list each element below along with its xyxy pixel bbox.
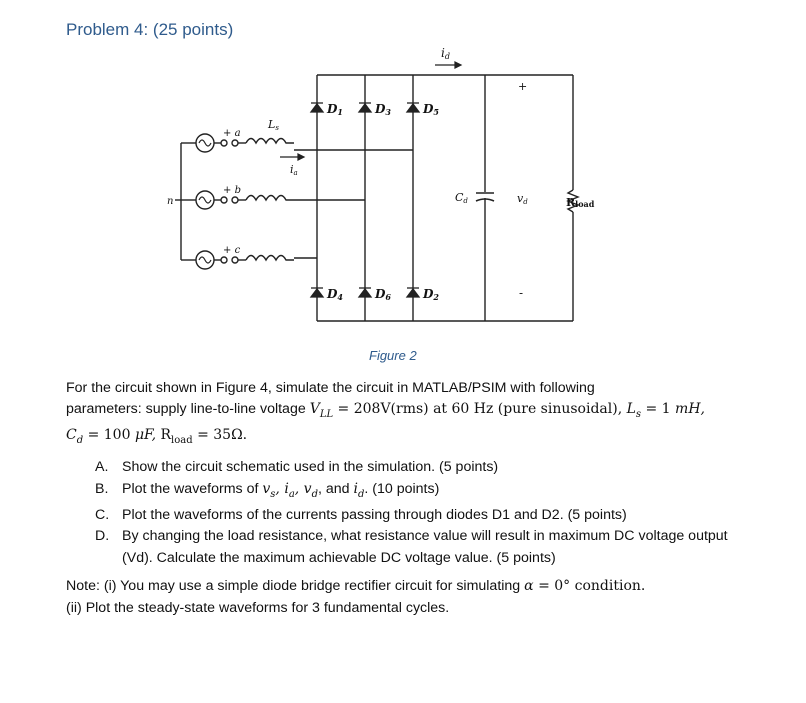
label-rload: Rload: [566, 196, 595, 209]
note-line-1: Note: (i) You may use a simple diode bridge rectifier circuit for simulating α = 0° condition.: [66, 578, 646, 594]
list-item-d: D. By changing the load resistance, what resistance value will result in maximum DC voltage output (Vd). Calculate the maximum achievable DC voltage value. (5 points): [95, 528, 728, 566]
label-d1: D1: [327, 102, 343, 117]
list-item-a: A. Show the circuit schematic used in the simulation. (5 points): [95, 459, 499, 475]
label-b: + b: [223, 185, 241, 196]
label-ls: Ls: [268, 118, 279, 132]
problem-heading: Problem 4: (25 points): [66, 20, 234, 39]
label-d6: D6: [375, 287, 391, 302]
label-d4: D4: [327, 287, 343, 302]
list-item-b: B. Plot the waveforms of $v_s$, $i_a$, $v_d$, and $i_d$. (10 points): [95, 480, 440, 500]
label-c: + c: [223, 245, 241, 256]
problem-statement: [66, 378, 746, 451]
problem-line-2: parameters: supply line-to-line voltage $V_{LL} = 208V(rms)$ at 60 Hz (pure sinusoidal), $L_s = 1$ mH,: [66, 401, 705, 420]
label-vd: vd: [517, 192, 528, 206]
label-a: + a: [223, 128, 241, 139]
label-id: id: [441, 46, 450, 61]
label-n: n: [167, 196, 174, 207]
problem-line-1: For the circuit shown in Figure 4, simulate the circuit in MATLAB/PSIM with following: [66, 380, 595, 396]
label-minus: -: [519, 286, 524, 300]
label-cd: Cd: [455, 191, 468, 205]
label-plus: +: [518, 80, 528, 93]
note-line-2: (ii) Plot the steady-state waveforms for 3 fundamental cycles.: [66, 599, 450, 616]
note: [66, 576, 756, 619]
list-item-c: C. Plot the waveforms of the currents passing through diodes D1 and D2. (5 points): [95, 506, 627, 523]
task-list: [95, 457, 735, 569]
problem-line-3: $C_d = 100$ μF, $R_{load} = 35\Omega$.: [66, 426, 248, 446]
label-d3: D3: [375, 102, 391, 117]
label-ia: ia: [290, 163, 298, 177]
label-d5: D5: [423, 102, 439, 117]
figure-caption: Figure 2: [369, 348, 417, 363]
label-d2: D2: [423, 287, 439, 302]
